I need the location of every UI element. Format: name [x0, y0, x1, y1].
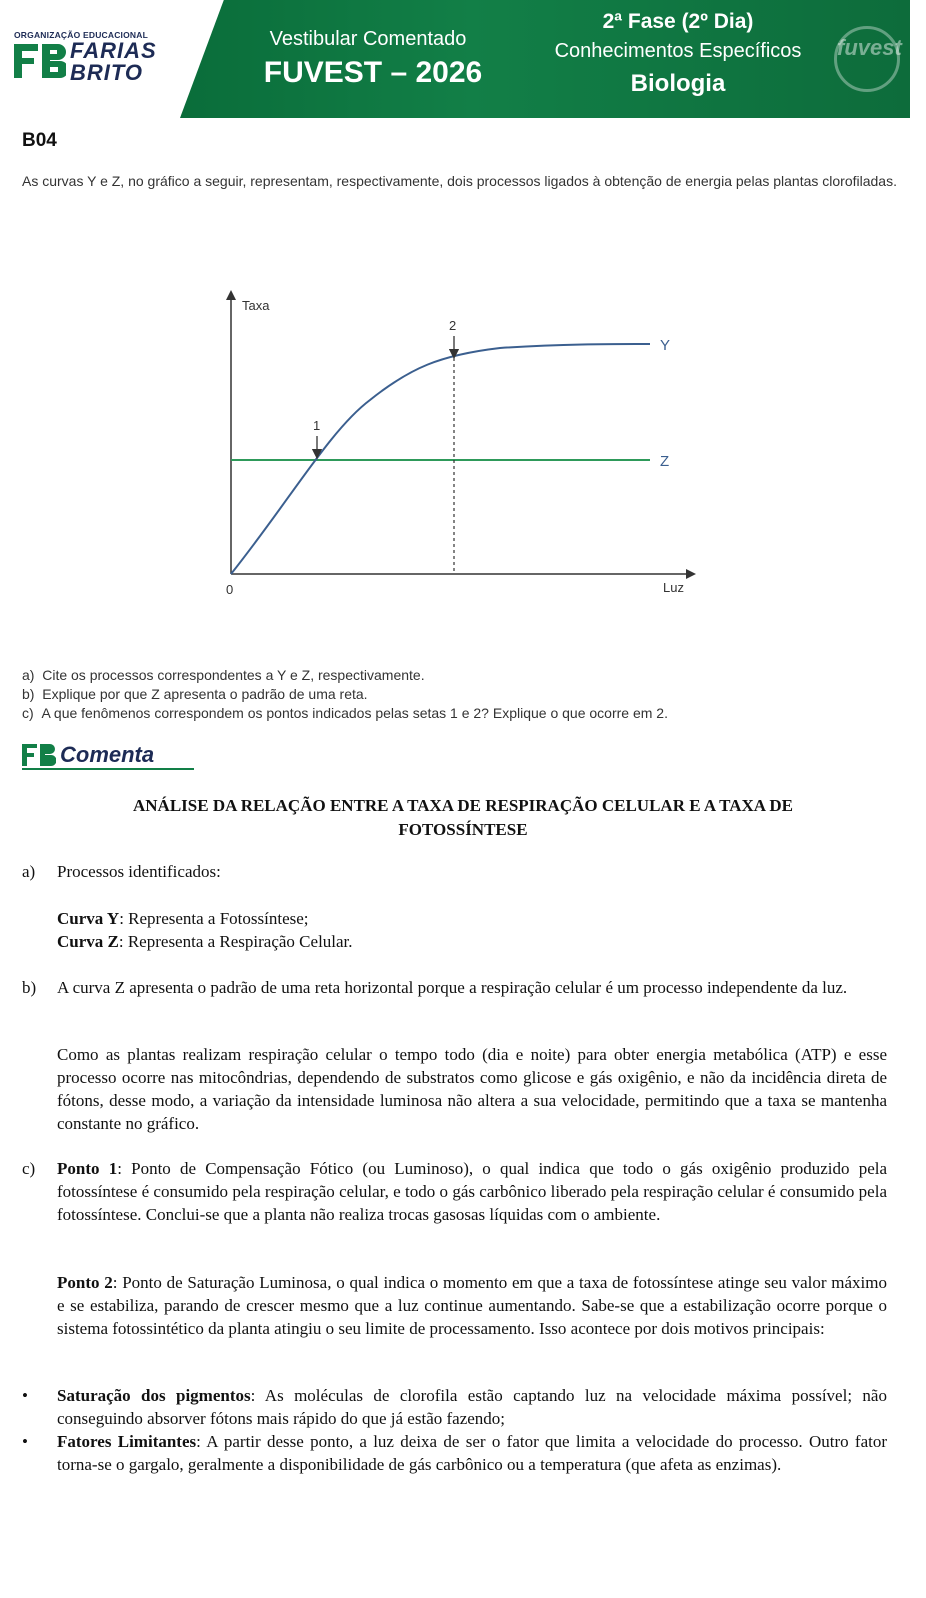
logo-name-farias: FARIAS	[70, 38, 157, 63]
point-1-label: Ponto 1	[57, 1159, 118, 1178]
point-1-paragraph	[57, 1157, 887, 1226]
point-2-label: Ponto 2	[57, 1273, 113, 1292]
question-item-a	[22, 666, 902, 685]
bullet-2-icon: •	[22, 1432, 28, 1451]
item-letter: a)	[22, 667, 35, 683]
curve-y-label: Curva Y	[57, 909, 120, 928]
comenta-underline	[22, 768, 194, 770]
exam-title: Vestibular Comentado	[269, 28, 467, 50]
point-2-paragraph	[57, 1271, 887, 1340]
logo-name-brito: BRITO	[70, 60, 144, 85]
answer-b-text: A curva Z apresenta o padrão de uma reta horizontal porque a respiração celular é um processo independente da luz.	[57, 978, 848, 997]
answer-a-letter: a)	[22, 862, 36, 881]
section-title-line-1: ANÁLISE DA RELAÇÃO ENTRE A TAXA DE RESPIRAÇÃO CELULAR E A TAXA DE	[133, 796, 793, 815]
x-axis-arrow-icon	[686, 569, 696, 579]
item-letter: b)	[22, 686, 35, 702]
origin-label: 0	[226, 582, 234, 597]
bullet-2-paragraph	[57, 1430, 887, 1476]
point-2-text: : Ponto de Saturação Luminosa, o qual indica o momento em que a taxa de fotossíntese atinge seu valor máximo e se estabiliza, parando de crescer mesmo que a luz continue aumentando. Sabe-se que a estabilização ocorre porque o sistema fotossintético da planta atingiu o seu limite de processamento. Isso acontece por dois motivos principais:	[57, 1273, 887, 1338]
exam-knowledge: Conhecimentos Específicos	[554, 40, 802, 62]
point-1-text: : Ponto de Compensação Fótico (ou Luminoso), o qual indica que todo o gás oxigênio produzido pela fotossíntese é consumido pela respiração celular, e todo o gás carbônico liberado pela respiração celular é consumido pela fotossíntese. Conclui-se que a planta não realiza trocas gasosas líquidas com o ambiente.	[57, 1159, 888, 1224]
bullet-2-label: Fatores Limitantes	[57, 1432, 197, 1451]
logo-org-text: ORGANIZAÇÃO EDUCACIONAL	[14, 30, 148, 40]
exam-phase: 2ª Fase (2º Dia)	[602, 10, 754, 33]
item-text: A que fenômenos correspondem os pontos indicados pelas setas 1 e 2? Explique o que ocorre em 2.	[41, 705, 668, 721]
farias-brito-logo	[0, 0, 190, 118]
question-number: B04	[22, 130, 57, 151]
answer-b-text-2: Como as plantas realizam respiração celular o tempo todo (dia e noite) para obter energia metabólica (ATP) e esse processo ocorre nas mitocôndrias, dependendo de substratos como glicose e gás oxigênio, e não da incidência direta de fótons, desse modo, a variação da intensidade luminosa não altera a sua velocidade, permitindo que a taxa se mantenha constante no gráfico.	[57, 1045, 887, 1133]
fb-logo-icon	[14, 44, 66, 78]
item-letter: c)	[22, 705, 34, 721]
comenta-label: Comenta	[60, 742, 155, 767]
page-header	[0, 0, 910, 118]
question-item-b	[22, 685, 902, 704]
fuvest-logo: fuvest	[834, 26, 900, 92]
curve-y-line	[57, 907, 887, 930]
curve-z-line	[57, 930, 887, 953]
bullet-1-icon: •	[22, 1386, 28, 1405]
answer-b-letter: b)	[22, 978, 37, 997]
question-item-c	[22, 704, 902, 723]
x-axis-label: Luz	[663, 580, 684, 595]
section-title-line-2: FOTOSSÍNTESE	[398, 820, 528, 839]
bullet-1-paragraph	[57, 1384, 887, 1430]
marker-2-label: 2	[449, 318, 457, 333]
bullet-1-text: : As moléculas de clorofila estão captando luz na velocidade máxima possível; não conseguindo absorver fótons mais rápido do que já estão fazendo;	[57, 1386, 887, 1428]
exam-subject: Biologia	[630, 70, 726, 97]
curve-y-text: : Representa a Fotossíntese;	[119, 909, 309, 928]
exam-name: FUVEST – 2026	[263, 56, 483, 89]
section-title	[40, 794, 886, 842]
rate-vs-light-chart	[200, 290, 720, 610]
bullet-2-text: : A partir desse ponto, a luz deixa de ser o fator que limita a velocidade do processo. Outro fator torna-se o gargalo, geralmente a disponibilidade de gás carbônico ou a temperatura (que afeta as enzimas).	[57, 1432, 887, 1474]
series-z-label: Z	[660, 453, 670, 470]
curve-z-text: : Representa a Respiração Celular.	[118, 932, 353, 951]
y-axis-arrow-icon	[226, 290, 236, 300]
marker-1-label: 1	[313, 418, 321, 433]
y-axis-label: Taxa	[242, 298, 270, 313]
series-y-label: Y	[660, 337, 671, 354]
fb-comenta-icon	[22, 744, 56, 766]
bullet-1-label: Saturação dos pigmentos	[57, 1386, 251, 1405]
question-intro: As curvas Y e Z, no gráfico a seguir, representam, respectivamente, dois processos ligados à obtenção de energia pelas plantas clorofiladas.	[22, 173, 897, 189]
question-items	[22, 666, 902, 723]
item-text: Cite os processos correspondentes a Y e Z, respectivamente.	[42, 667, 425, 683]
item-text: Explique por que Z apresenta o padrão de uma reta.	[42, 686, 368, 702]
answer-a-text: Processos identificados:	[57, 862, 221, 881]
answer-c-letter: c)	[22, 1159, 36, 1178]
curve-z-label: Curva Z	[57, 932, 119, 951]
